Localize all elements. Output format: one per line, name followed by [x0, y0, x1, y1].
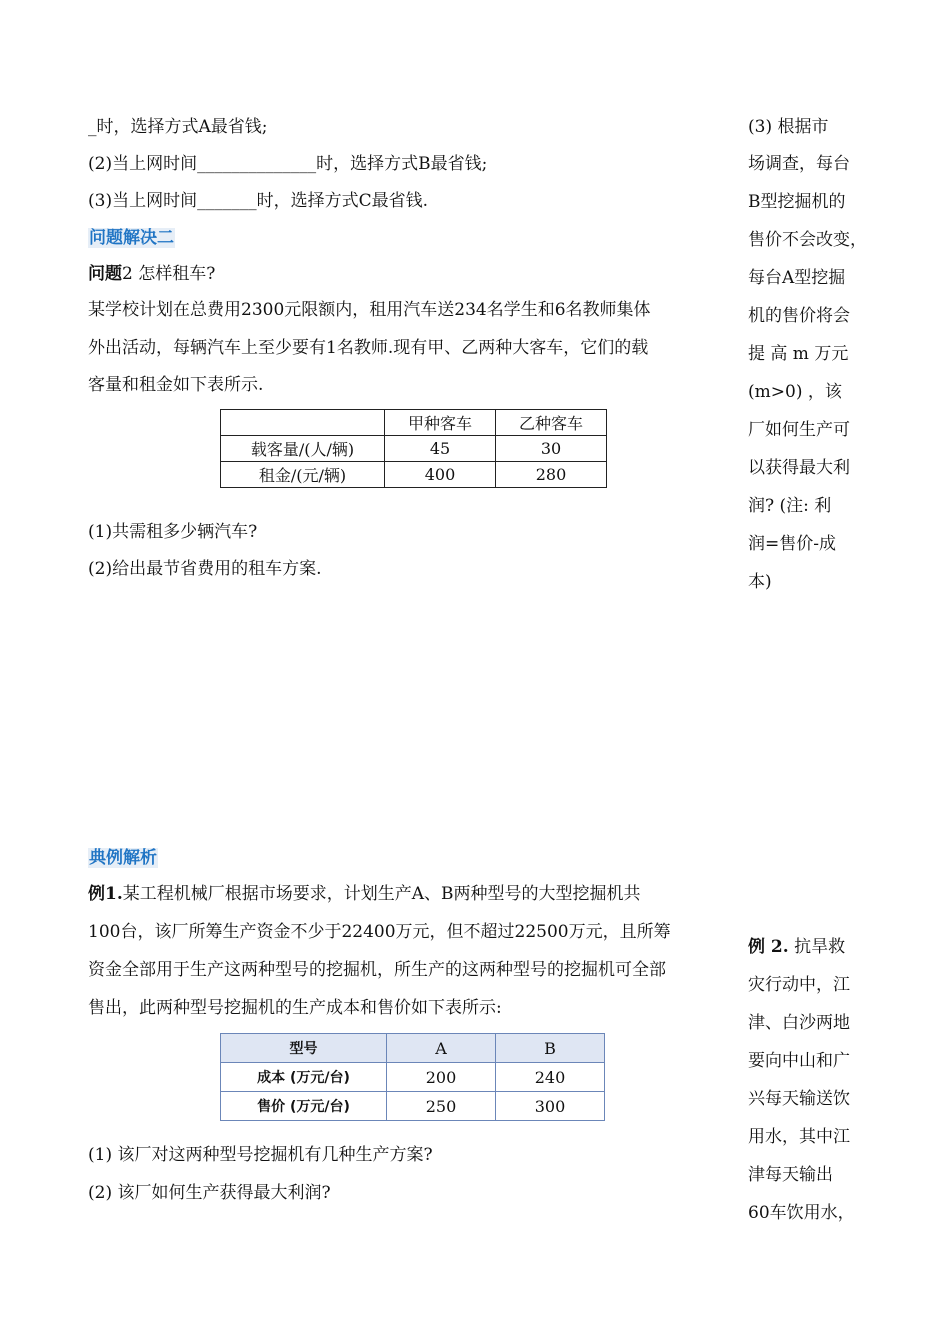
table-cell: 240 [496, 1063, 605, 1092]
question-item: (2)给出最节省费用的租车方案. [88, 559, 322, 579]
example-label: 例1. [88, 884, 123, 904]
table-cell: 载客量/(人/辆) [221, 436, 385, 462]
question-label: 问题 [88, 264, 122, 284]
table-cell: 乙种客车 [496, 410, 607, 436]
table-cell: 45 [385, 436, 496, 462]
paragraph-line: 外出活动，每辆汽车上至少要有1名教师.现有甲、乙两种大客车，它们的载 [88, 338, 649, 358]
example-text: 某工程机械厂根据市场要求，计划生产A、B两种型号的大型挖掘机共 [122, 884, 641, 904]
table-row [221, 436, 607, 462]
sidebar-line: 机的售价将会 [748, 306, 850, 326]
sidebar-line: 60车饮用水， [748, 1203, 855, 1223]
sidebar-line: (3) 根据市 [748, 117, 829, 137]
bus-table [220, 409, 607, 488]
sidebar-line: 售价不会改变， [748, 230, 867, 250]
table-cell: 甲种客车 [385, 410, 496, 436]
question-item: (2) 该厂如何生产获得最大利润? [88, 1183, 331, 1203]
sidebar-line [748, 936, 868, 958]
table-cell: 30 [496, 436, 607, 462]
excavator-table [220, 1033, 605, 1121]
sidebar-line: 用水，其中江 [748, 1127, 850, 1147]
sidebar-line: 津每天输出 [748, 1165, 833, 1185]
table-cell: 250 [387, 1092, 496, 1121]
example-line [88, 883, 641, 905]
table-cell: 成本 (万元/台) [221, 1063, 387, 1092]
sidebar-line: 提 高 m 万元 [748, 344, 849, 364]
table-cell: A [387, 1034, 496, 1063]
table-cell: 200 [387, 1063, 496, 1092]
sidebar-line: B型挖掘机的 [748, 192, 846, 212]
sidebar-line: 每台A型挖掘 [748, 268, 846, 288]
table-cell: 型号 [221, 1034, 387, 1063]
table-cell: 300 [496, 1092, 605, 1121]
sidebar-line: 厂如何生产可 [748, 420, 850, 440]
section-heading: 典例解析 [89, 848, 157, 868]
question-item: (1) 该厂对这两种型号挖掘机有几种生产方案? [88, 1145, 433, 1165]
table-cell [221, 410, 385, 436]
sidebar-line: 以获得最大利 [748, 458, 850, 478]
sidebar-line: 润=售价-成 [748, 534, 836, 554]
table-cell: 租金/(元/辆) [221, 462, 385, 488]
question-item: (1)共需租多少辆汽车? [88, 522, 258, 542]
paragraph-line: 客量和租金如下表所示. [88, 375, 264, 395]
sidebar-line: 本) [748, 572, 772, 592]
table-cell: 280 [496, 462, 607, 488]
example-label: 例 2. [748, 937, 789, 957]
table-row [221, 462, 607, 488]
sidebar-line: (m>0) ，该 [748, 382, 842, 402]
table-header-row [221, 410, 607, 436]
text-line: _时，选择方式A最省钱; [88, 117, 268, 137]
table-row [221, 1092, 605, 1121]
question-text: 2 怎样租车? [122, 264, 216, 284]
table-header-row [221, 1034, 605, 1063]
example-line: 100台，该厂所筹生产资金不少于22400万元，但不超过22500万元，且所筹 [88, 922, 671, 942]
section-heading: 问题解决二 [89, 228, 174, 248]
paragraph-line: 某学校计划在总费用2300元限额内，租用汽车送234名学生和6名教师集体 [88, 300, 651, 320]
table-cell: 400 [385, 462, 496, 488]
table-cell: 售价 (万元/台) [221, 1092, 387, 1121]
text-line: (3)当上网时间_______时，选择方式C最省钱. [88, 191, 428, 211]
sidebar-line: 灾行动中，江 [748, 975, 850, 995]
sidebar-line: 场调查，每台 [748, 154, 850, 174]
table-cell: B [496, 1034, 605, 1063]
sidebar-line: 要向中山和广 [748, 1051, 850, 1071]
table-row [221, 1063, 605, 1092]
question-title [88, 263, 215, 285]
example-line: 售出，此两种型号挖掘机的生产成本和售价如下表所示: [88, 998, 502, 1018]
sidebar-line: 润? (注: 利 [748, 496, 832, 516]
sidebar-line: 津、白沙两地 [748, 1013, 850, 1033]
example-line: 资金全部用于生产这两种型号的挖掘机，所生产的这两种型号的挖掘机可全部 [88, 960, 666, 980]
text-line: (2)当上网时间______________时，选择方式B最省钱; [88, 154, 488, 174]
sidebar-text: 抗旱救 [794, 937, 846, 957]
sidebar-line: 兴每天输送饮 [748, 1089, 850, 1109]
